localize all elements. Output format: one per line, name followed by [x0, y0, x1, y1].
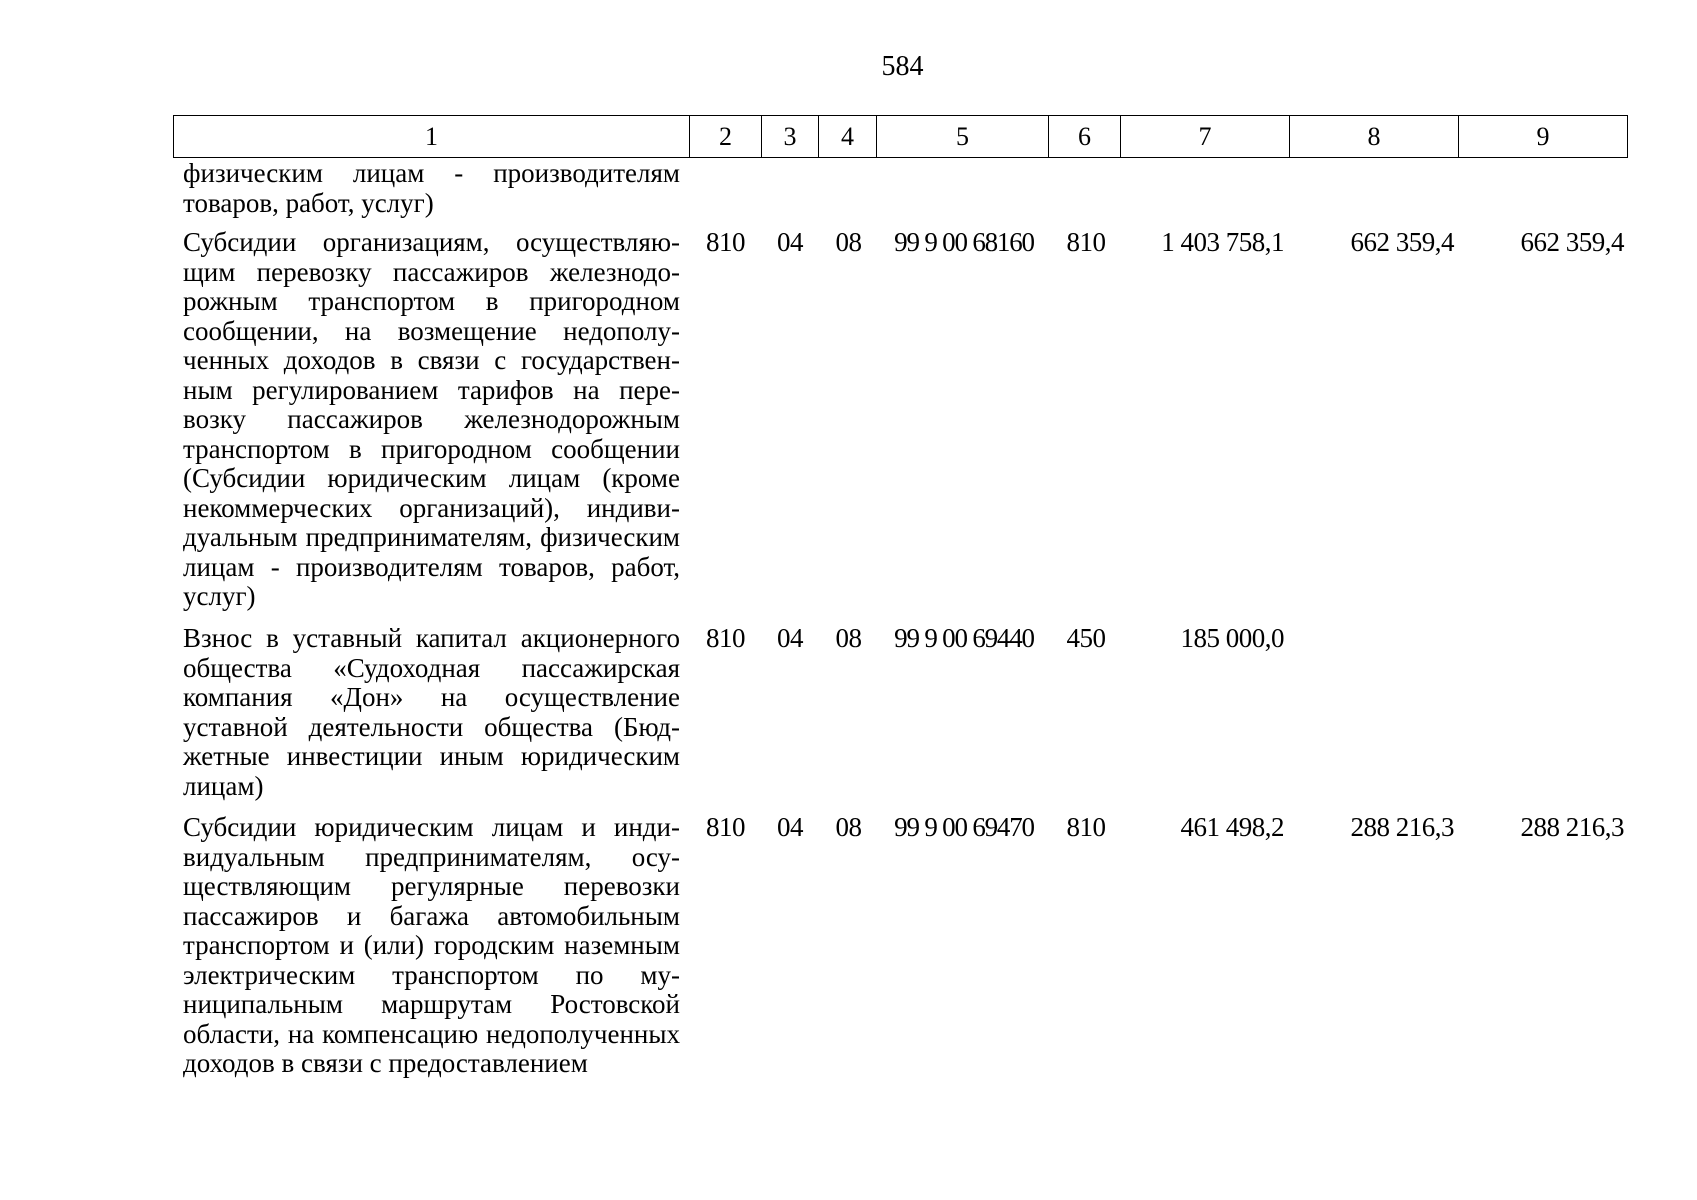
cell-col-8: 662 359,4	[1350, 227, 1454, 257]
cell-col-8: 288 216,3	[1350, 812, 1454, 842]
cell-col-7: 461 498,2	[1180, 812, 1284, 842]
cell-col-6: 810	[1066, 227, 1106, 257]
column-header-2: 2	[690, 116, 762, 158]
cell-col-3: 04	[777, 623, 803, 653]
cell-col-4: 08	[835, 623, 862, 653]
column-header-8: 8	[1290, 116, 1459, 158]
column-header-3: 3	[762, 116, 819, 158]
cell-col-5: 99 9 00 69440	[894, 623, 1034, 653]
column-header-4: 4	[819, 116, 877, 158]
column-header-7: 7	[1121, 116, 1290, 158]
cell-col-3: 04	[777, 227, 803, 257]
column-header-5: 5	[877, 116, 1049, 158]
column-header-6: 6	[1049, 116, 1121, 158]
cell-col-5: 99 9 00 69470	[894, 812, 1034, 842]
cell-col-7: 1 403 758,1	[1161, 227, 1284, 257]
row-description: Субсидии юридическим лицам и индивидуальным предпринимателям, осуществляющим регулярные перевозки пассажиров и багажа автомобильным транспортом и (или) городским наземным электрическим транспортом по муниципальным маршрутам Ростовской области, на компенсацию недополученных доходов в связи с предоставлением	[183, 812, 680, 1078]
cell-col-2: 810	[706, 623, 745, 653]
cell-col-9: 662 359,4	[1520, 227, 1624, 257]
column-header-9: 9	[1459, 116, 1628, 158]
cell-col-9: 288 216,3	[1520, 812, 1624, 842]
cell-col-6: 810	[1066, 812, 1106, 842]
column-header-row	[174, 116, 1628, 158]
column-header-1: 1	[174, 116, 690, 158]
page-number: 584	[881, 51, 924, 82]
row-description: Взнос в уставный капитал акционерного общества «Судоходная пассажирская компания «Дон» на осуществление уставной деятельности общества (Бюджетные инвестиции иным юридическим лицам)	[183, 623, 680, 801]
row-description: Субсидии организациям, осуществляющим перевозку пассажиров железнодорожным транспортом в пригородном сообщении, на возмещение недополученных доходов в связи с государственным регулированием тарифов на перевозку пассажиров железнодорожным транспортом в пригородном сообщении (Субсидии юридическим лицам (кроме некоммерческих организаций), индивидуальным предпринимателям, физическим лицам - производителям товаров, работ, услуг)	[183, 227, 680, 611]
column-header-table	[173, 115, 1628, 158]
cell-col-4: 08	[835, 227, 862, 257]
cell-col-7: 185 000,0	[1180, 623, 1284, 653]
cell-col-6: 450	[1066, 623, 1106, 653]
cell-col-4: 08	[835, 812, 862, 842]
cell-col-5: 99 9 00 68160	[894, 227, 1034, 257]
cell-col-2: 810	[706, 812, 745, 842]
cell-col-3: 04	[777, 812, 803, 842]
cell-col-2: 810	[706, 227, 745, 257]
row-description: физическим лицам - производителям товаров, работ, услуг)	[183, 158, 680, 218]
